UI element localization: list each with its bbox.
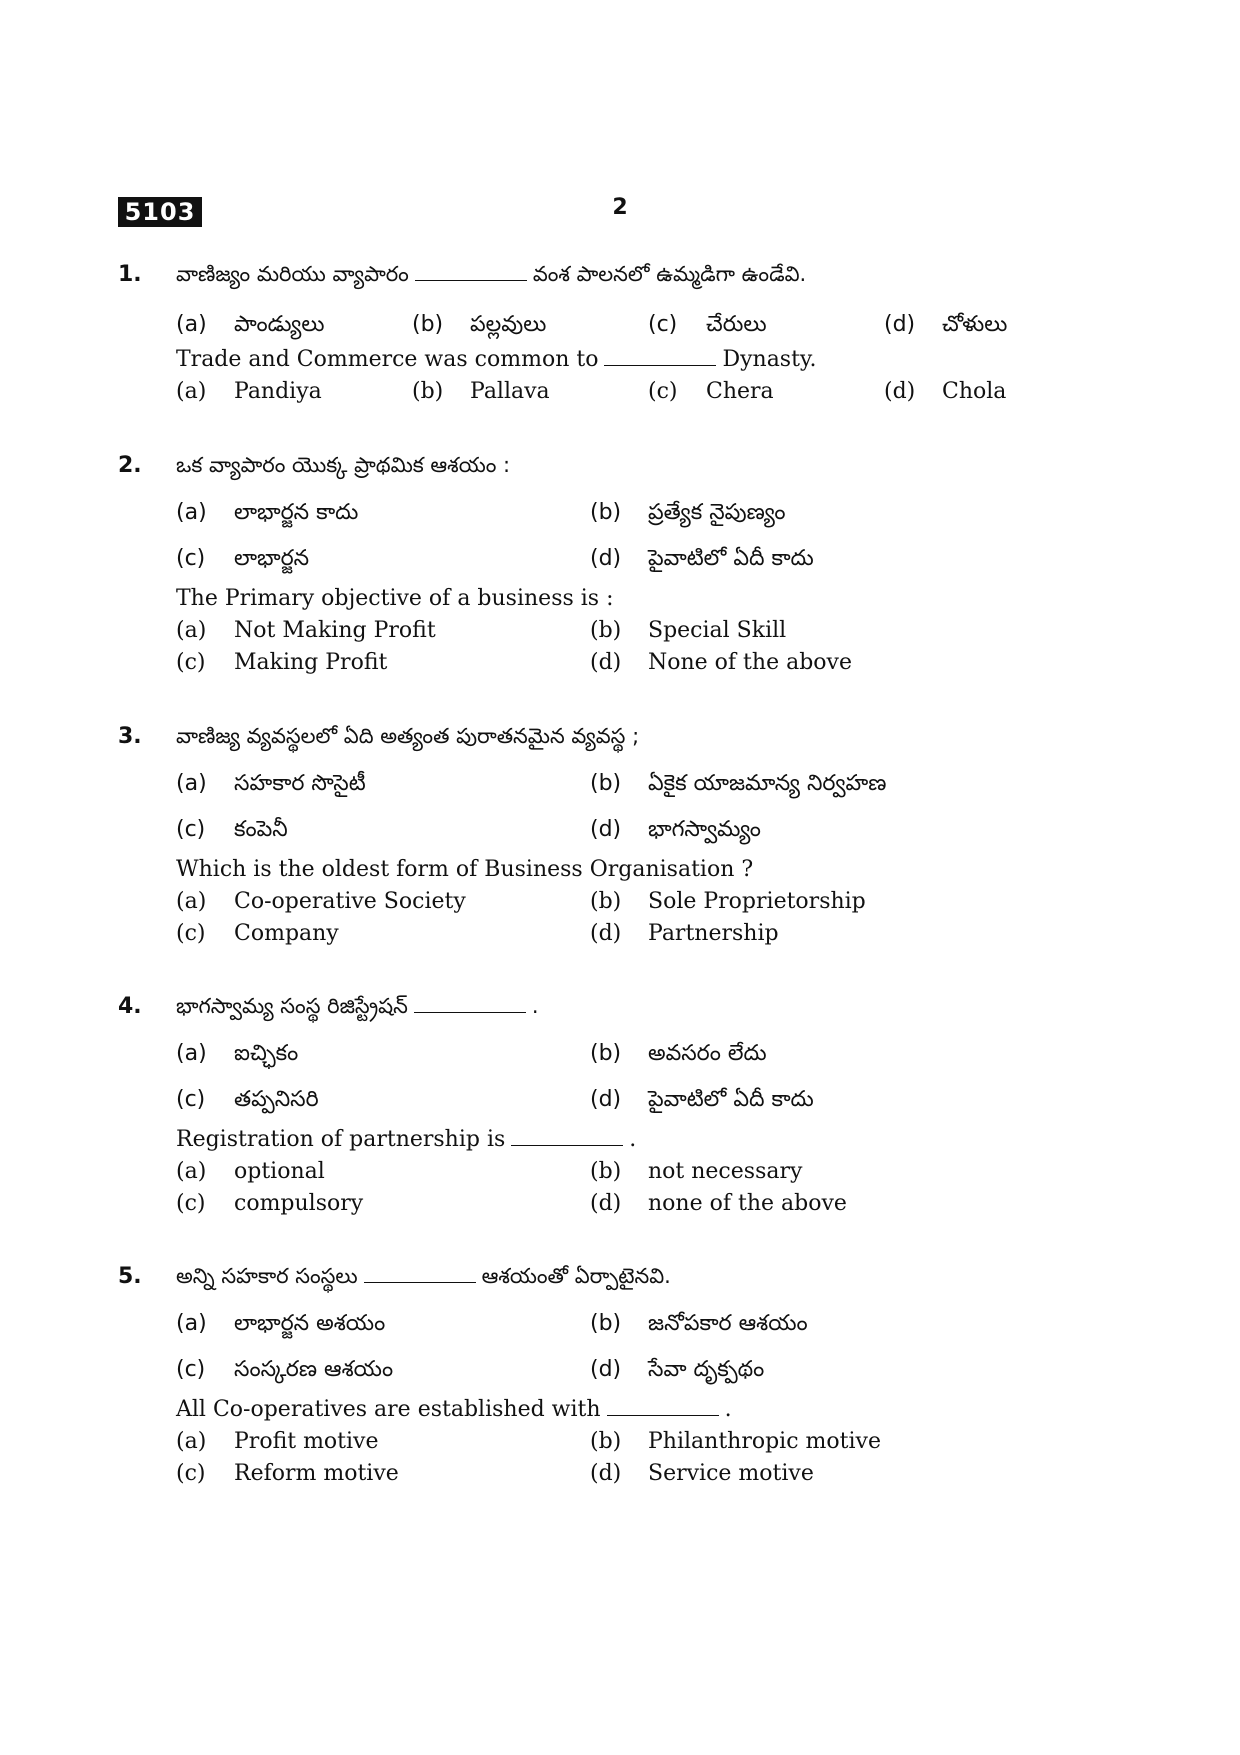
question-text-english: The Primary objective of a business is : <box>176 586 614 611</box>
option-d: (d) Chola <box>884 379 1007 404</box>
option-b: (b) అవసరం లేదు <box>590 1041 767 1066</box>
option-c: (c) Chera <box>648 379 774 404</box>
option-b: (b) Philanthropic motive <box>590 1429 881 1454</box>
option-d: (d) None of the above <box>590 650 852 675</box>
option-c: (c) లాభార్జన <box>176 546 310 571</box>
option-a: (a) ఐచ్ఛికం <box>176 1041 299 1066</box>
question-text-english: All Co-operatives are established with . <box>176 1397 732 1422</box>
option-d: (d) Service motive <box>590 1461 814 1486</box>
question-text-english: Which is the oldest form of Business Organisation ? <box>176 857 754 882</box>
option-b: (b) Special Skill <box>590 618 787 643</box>
option-c: (c) కంపెనీ <box>176 817 288 842</box>
option-a: (a) లాభార్జన కాదు <box>176 500 359 525</box>
option-d: (d) none of the above <box>590 1191 847 1216</box>
option-c: (c) Making Profit <box>176 650 388 675</box>
answer-blank <box>414 994 526 1013</box>
option-c: (c) చేరులు <box>648 312 767 337</box>
option-c: (c) compulsory <box>176 1191 364 1216</box>
answer-blank <box>604 347 716 366</box>
question-number: 5. <box>118 1264 142 1289</box>
option-d: (d) భాగస్వామ్యం <box>590 817 761 842</box>
question-text-english: Registration of partnership is . <box>176 1127 637 1152</box>
question-text-telugu: భాగస్వామ్య సంస్థ రిజిస్ట్రేషన్ . <box>176 994 539 1018</box>
option-b: (b) పల్లవులు <box>412 312 547 337</box>
page-number: 2 <box>612 195 628 220</box>
question-text-english: Trade and Commerce was common to Dynasty. <box>176 347 817 372</box>
option-d: (d) పైవాటిలో ఏదీ కాదు <box>590 546 814 571</box>
option-b: (b) ప్రత్యేక నైపుణ్యం <box>590 500 786 525</box>
option-b: (b) not necessary <box>590 1159 803 1184</box>
question-text-telugu: వాణిజ్యం మరియు వ్యాపారం వంశ పాలనలో ఉమ్మడిగా ఉండేవి. <box>176 262 807 286</box>
option-d: (d) పైవాటిలో ఏదీ కాదు <box>590 1087 814 1112</box>
option-a: (a) optional <box>176 1159 325 1184</box>
option-d: (d) Partnership <box>590 921 779 946</box>
option-a: (a) Pandiya <box>176 379 322 404</box>
option-c: (c) Company <box>176 921 339 946</box>
option-a: (a) లాభార్జన అశయం <box>176 1311 386 1336</box>
option-b: (b) ఏకైక యాజమాన్య నిర్వహణ <box>590 771 887 796</box>
question-number: 4. <box>118 994 142 1019</box>
option-c: (c) తప్పనిసరి <box>176 1087 319 1112</box>
option-a: (a) పాండ్యులు <box>176 312 325 337</box>
answer-blank <box>607 1397 719 1416</box>
option-a: (a) సహకార సొసైటీ <box>176 771 366 796</box>
question-number: 2. <box>118 453 142 478</box>
option-d: (d) సేవా దృక్పథం <box>590 1357 765 1382</box>
question-text-telugu: ఒక వ్యాపారం యొక్క ప్రాథమిక ఆశయం : <box>176 453 511 477</box>
option-a: (a) Co-operative Society <box>176 889 466 914</box>
option-b: (b) Sole Proprietorship <box>590 889 866 914</box>
option-a: (a) Profit motive <box>176 1429 379 1454</box>
answer-blank <box>511 1127 623 1146</box>
option-d: (d) చోళులు <box>884 312 1008 337</box>
answer-blank <box>415 262 527 281</box>
question-text-telugu: అన్ని సహకార సంస్థలు ఆశయంతో ఏర్పాటైనవి. <box>176 1264 671 1288</box>
option-c: (c) Reform motive <box>176 1461 399 1486</box>
question-number: 1. <box>118 262 142 287</box>
question-text-telugu: వాణిజ్య వ్యవస్థలలో ఏది అత్యంత పురాతనమైన వ్యవస్థ ; <box>176 724 640 748</box>
paper-code-badge: 5103 <box>118 197 202 227</box>
option-c: (c) సంస్కరణ ఆశయం <box>176 1357 394 1382</box>
question-number: 3. <box>118 724 142 749</box>
option-b: (b) Pallava <box>412 379 550 404</box>
answer-blank <box>364 1264 476 1283</box>
option-a: (a) Not Making Profit <box>176 618 436 643</box>
option-b: (b) జనోపకార ఆశయం <box>590 1311 808 1336</box>
